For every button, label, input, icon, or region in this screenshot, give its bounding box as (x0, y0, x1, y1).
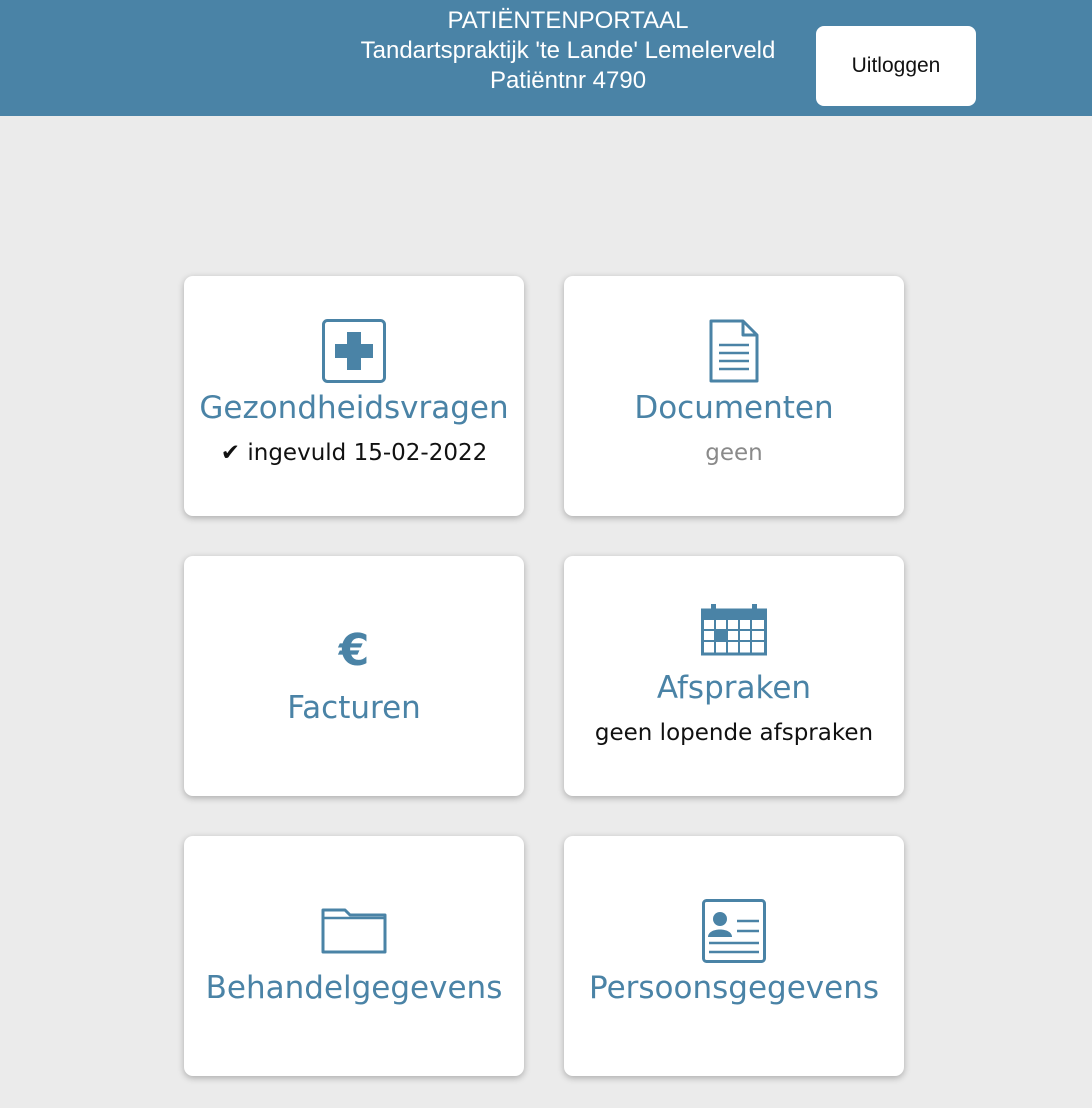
tile-status: geen (705, 440, 763, 466)
tile-afspraken[interactable] (564, 556, 904, 796)
tile-facturen[interactable] (184, 556, 524, 796)
tile-title: Afspraken (656, 670, 812, 706)
euro-icon: € (338, 625, 370, 676)
folder-icon (184, 906, 524, 954)
header-bar (0, 0, 1092, 116)
id-card-icon (564, 899, 904, 963)
tile-title: Documenten (634, 390, 834, 426)
calendar-icon (564, 604, 904, 656)
tile-title: Persoonsgegevens (588, 970, 879, 1006)
medical-cross-icon (184, 319, 524, 383)
tile-documenten[interactable] (564, 276, 904, 516)
practice-name: Tandartspraktijk 'te Lande' Lemelerveld (360, 37, 776, 64)
check-icon: ✔ (220, 440, 241, 466)
logout-button[interactable]: Uitloggen (816, 26, 976, 106)
tile-persoonsgegevens[interactable] (564, 836, 904, 1076)
tile-title: Gezondheidsvragen (199, 390, 509, 426)
document-icon (564, 319, 904, 383)
patient-number: Patiëntnr 4790 (489, 67, 647, 94)
tile-title: Facturen (287, 690, 421, 726)
tile-status: geen lopende afspraken (594, 720, 874, 746)
tile-behandelgegevens[interactable] (184, 836, 524, 1076)
portal-title: PATIËNTENPORTAAL (447, 7, 689, 34)
tile-status (184, 440, 524, 466)
header-text (318, 6, 818, 96)
tile-status-text: ingevuld 15-02-2022 (247, 440, 488, 466)
tile-gezondheidsvragen[interactable] (184, 276, 524, 516)
tile-title: Behandelgegevens (205, 970, 503, 1006)
